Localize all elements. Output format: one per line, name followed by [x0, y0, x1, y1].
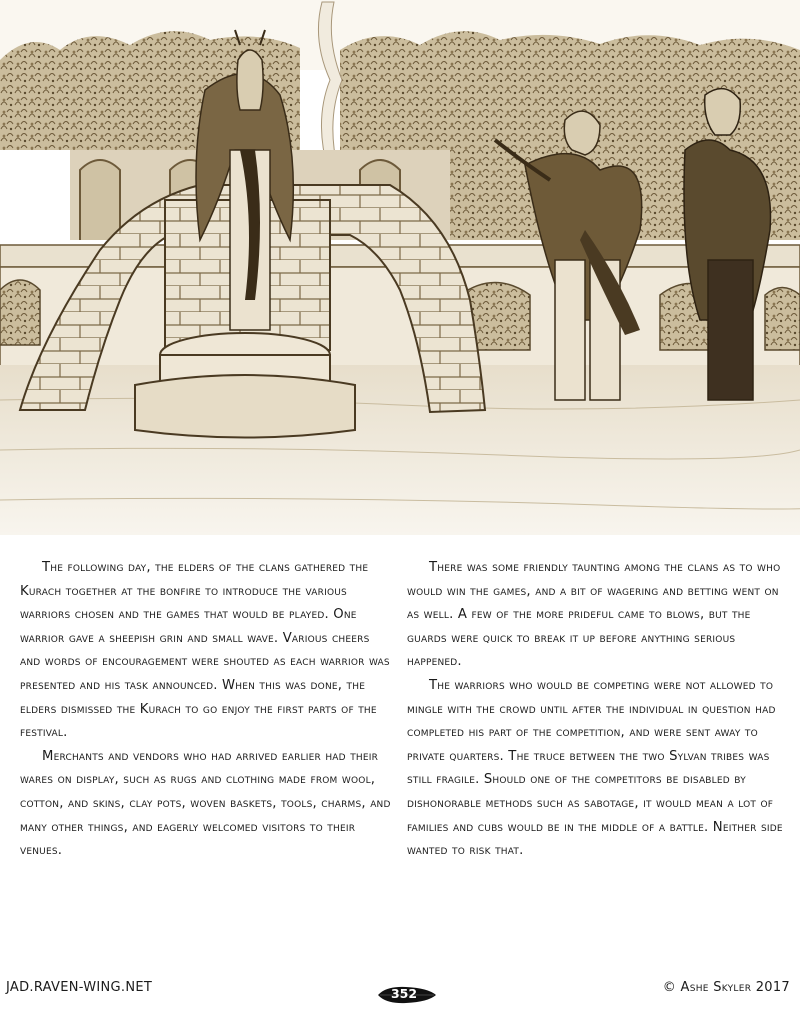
- text-column-left: [20, 556, 392, 863]
- paragraph: Merchants and vendors who had arrived earlier had their wares on display, such as rugs and clothing made from wool, cotton, and skins, clay pots, woven baskets, tools, charms, and many other things, and eagerly welcomed visitors to their venues.: [20, 748, 391, 859]
- ground: [0, 365, 800, 535]
- paragraph: The following day, the elders of the clans gathered the Kurach together at the bonfire to introduce the various warriors chosen and the games that would be played. One warrior gave a sheepish grin and small wave. Various cheers and words of encouragement were shouted as each warrior was presented and his task announced. When this was done, the elders dismissed the Kurach to go enjoy the first parts of the festival.: [20, 560, 390, 741]
- site-url[interactable]: JAD.RAVEN-WING.NET: [6, 980, 153, 995]
- page-number: 352: [390, 986, 418, 1001]
- paragraph: The warriors who would be competing were not allowed to mingle with the crowd until after the individual in question had completed his part of the competition, and were sent away to private quarters. The truce between the two Sylvan tribes was still fragile. Should one of the competitors be disabled by dishonorable methods such as sabotage, it would mean a lot of families and cubs would be in the middle of a battle. Neither side wanted to risk that.: [407, 677, 783, 859]
- paragraph: There was some friendly taunting among the clans as to who would win the games, and a bit of wagering and betting went on as well. A few of the more prideful came to blows, but the guards were quick to break it up before anything serious happened.: [407, 560, 781, 670]
- copyright: © Ashe Skyler 2017: [662, 980, 790, 995]
- text-column-right: [407, 556, 783, 863]
- page-number-badge: [366, 984, 438, 1006]
